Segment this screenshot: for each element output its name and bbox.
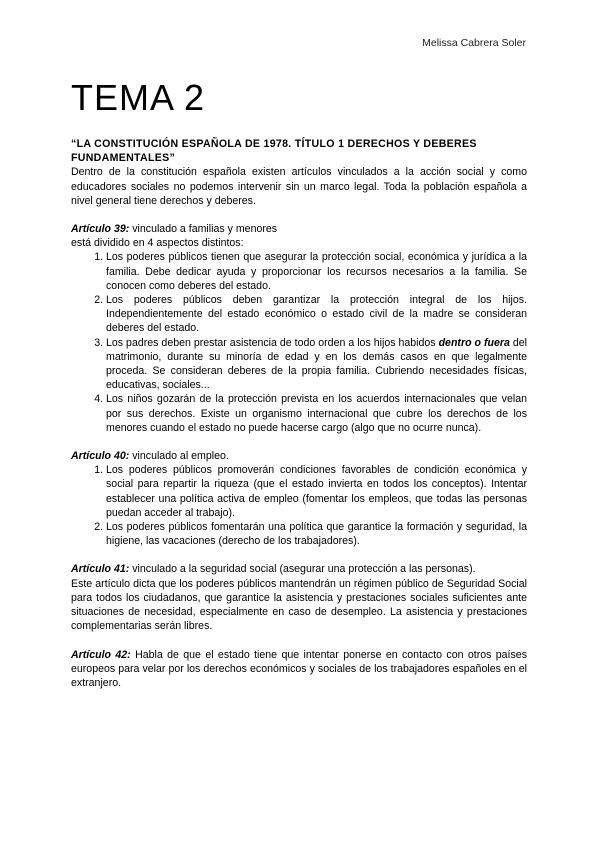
article-40-title: Artículo 40: (71, 450, 130, 463)
article-39-desc: vinculado a familias y menores (129, 223, 278, 236)
article-42-desc: Habla de que el estado tiene que intentar ponerse en contacto con otros países europeos para velar por los derechos económicos y sociales de los trabajadores españoles en el extranjero. (71, 648, 527, 689)
list-item (106, 336, 527, 393)
list-item: 1. Los poderes públicos promoverán condiciones favorables de condición económica y social para repartir la riqueza (que el estado invierta en todos los conceptos). Intentar establecer una política activa de empleo (fomentar los empleos, que todas las personas puedan acceder al trabajo). (106, 463, 527, 520)
article-42 (71, 648, 527, 691)
list-item: 2. Los poderes públicos deben garantizar la protección integral de los hijos. Independientemente del estado económico o estado civil de la madre se consideran deberes del estado. (106, 293, 527, 336)
article-41 (71, 562, 527, 633)
article-42-paragraph (71, 648, 527, 691)
list-item-text: del matrimonio, durante su minoría de edad y en los demás casos en que legalmente proceda. Se consideran deberes de la propia familia. Cubriendo necesidades físicas, educativas, sociales... (106, 336, 527, 392)
article-39-subtitle: está dividido en 4 aspectos distintos: (71, 237, 244, 250)
intro-paragraph: Dentro de la constitución española existen artículos vinculados a la acción social y como educadores sociales no podemos intervenir sin un marco legal. Toda la población española a nivel general tiene derechos y deberes. (71, 166, 527, 207)
article-42-title: Artículo 42: (71, 648, 131, 661)
article-40-heading (71, 449, 527, 463)
list-item: 4. Los niños gozarán de la protección prevista en los acuerdos internacionales que velan por sus derechos. Existe un organismo internacional que cubre los derechos de los menores cuando el estado no puede hacerse cargo (algo que no ocurre nunca). (106, 392, 527, 435)
article-41-body: Este artículo dicta que los poderes públicos mantendrán un régimen público de Seguridad Social para todos los ciudadanos, que garantice la asistencia y prestaciones sociales suficientes ante situaciones de necesidad, especialmente en caso de desempleo. La asistencia y prestaciones complementarias serán libres. (71, 577, 527, 633)
article-39-heading (71, 222, 527, 236)
list-item: 1. Los poderes públicos tienen que asegurar la protección social, económica y jurídica a la familia. Debe dedicar ayuda y proporcionar los recursos necesarios a la familia. Se conocen como deberes del estado. (106, 250, 527, 293)
article-41-heading (71, 562, 527, 576)
article-39-list (71, 250, 527, 435)
author-name: Melissa Cabrera Soler (422, 37, 526, 49)
emphasis-text: dentro o fuera (438, 336, 510, 349)
article-39 (71, 222, 527, 435)
article-40 (71, 449, 527, 548)
list-item: 2. Los poderes públicos fomentarán una política que garantice la formación y seguridad, la higiene, las vacaciones (derecho de los trabajadores). (106, 520, 527, 548)
article-39-title: Artículo 39: (71, 223, 130, 236)
list-item-text: Los padres deben prestar asistencia de todo orden a los hijos habidos (106, 336, 439, 349)
section-heading: “LA CONSTITUCIÓN ESPAÑOLA DE 1978. TÍTULO 1 DERECHOS Y DEBERES FUNDAMENTALES” (71, 138, 477, 165)
article-41-title: Artículo 41: (71, 563, 130, 576)
page-title: TEMA 2 (71, 77, 206, 118)
article-40-list (71, 463, 527, 548)
article-40-desc: vinculado al empleo. (129, 450, 229, 463)
document-body (71, 137, 527, 690)
article-41-desc: vinculado a la seguridad social (asegurar una protección a las personas). (129, 563, 476, 576)
